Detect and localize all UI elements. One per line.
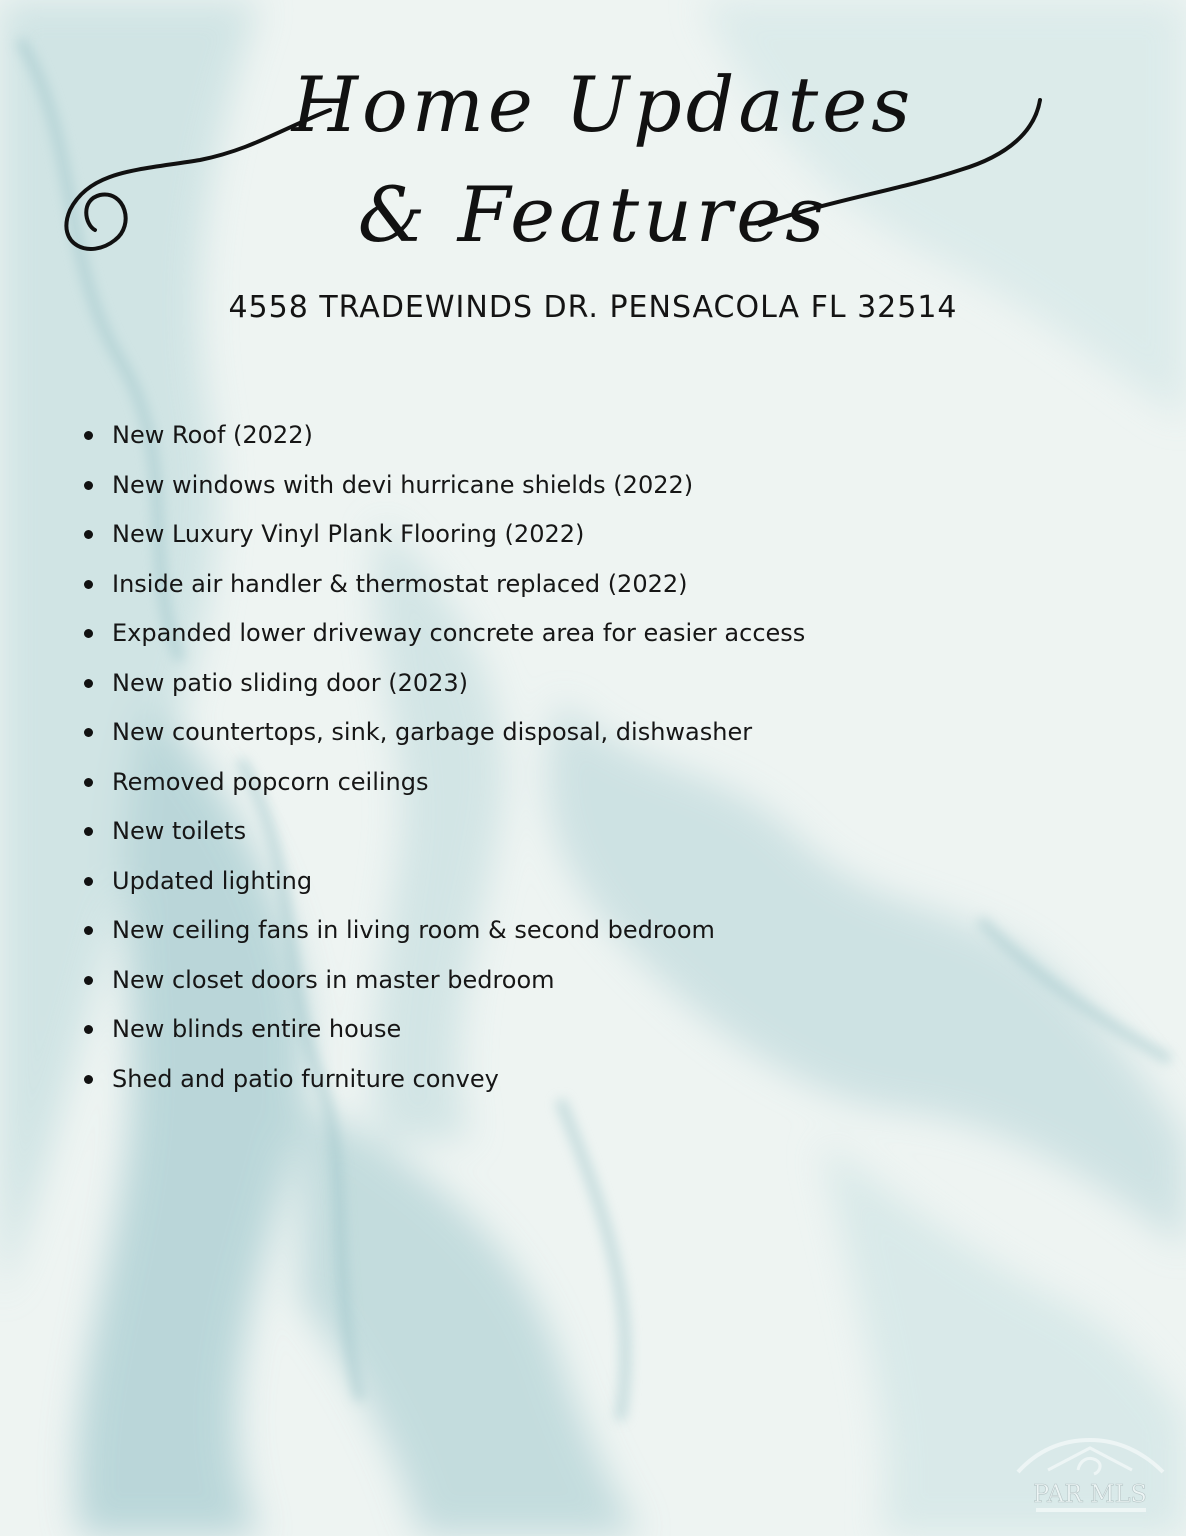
title-line-2: & Features xyxy=(357,170,829,259)
feature-list xyxy=(80,415,805,1108)
list-item: New blinds entire house xyxy=(80,1009,805,1059)
list-item: Expanded lower driveway concrete area for easier access xyxy=(80,613,805,663)
watermark-text: PAR MLS xyxy=(1033,1480,1147,1508)
list-item: Updated lighting xyxy=(80,861,805,911)
mls-watermark-logo xyxy=(1008,1430,1173,1520)
list-item: New Roof (2022) xyxy=(80,415,805,465)
title-block xyxy=(0,20,1186,280)
list-item: New windows with devi hurricane shields (2022) xyxy=(80,465,805,515)
list-item: New ceiling fans in living room & second bedroom xyxy=(80,910,805,960)
property-address: 4558 TRADEWINDS DR. PENSACOLA FL 32514 xyxy=(228,290,958,325)
list-item: Shed and patio furniture convey xyxy=(80,1059,805,1109)
list-item: Inside air handler & thermostat replaced (2022) xyxy=(80,564,805,614)
list-item: New countertops, sink, garbage disposal, dishwasher xyxy=(80,712,805,762)
list-item: New toilets xyxy=(80,811,805,861)
list-item: Removed popcorn ceilings xyxy=(80,762,805,812)
title-line-1: Home Updates xyxy=(291,60,915,149)
list-item: New Luxury Vinyl Plank Flooring (2022) xyxy=(80,514,805,564)
list-item: New closet doors in master bedroom xyxy=(80,960,805,1010)
list-item: New patio sliding door (2023) xyxy=(80,663,805,713)
